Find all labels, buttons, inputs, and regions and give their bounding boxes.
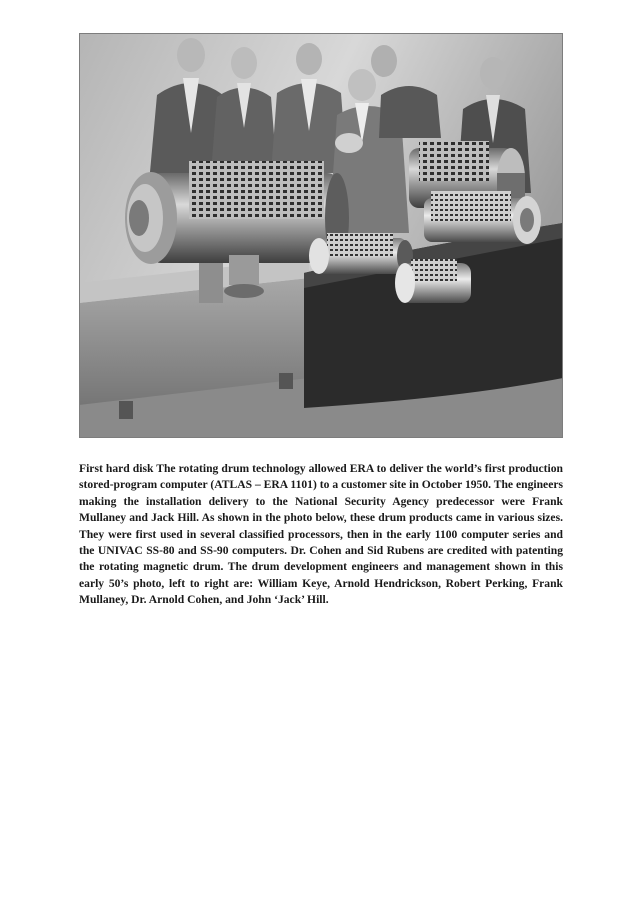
small-drum-center [309, 233, 413, 274]
historical-photo-drum-engineers [79, 33, 563, 438]
photo-caption: First hard disk The rotating drum technology allowed ERA to deliver the world’s first production stored-program computer (ATLAS – ERA 1101) to a customer site in October 1950. The engineers making the installation delivery to the National Security Agency predecessor were Frank Mullaney and Jack Hill. As shown in the photo below, these drum products came in various sizes. They were first used in several classified processors, then in the early 1100 computer series and the UNIVAC SS-80 and SS-90 computers. Dr. Cohen and Sid Rubens are credited with patenting the rotating magnetic drum. The drum development engineers and management shown in this early 50’s photo, left to right are: William Keye, Arnold Hendrickson, Robert Perking, Frank Mullaney, Dr. Arnold Cohen, and John ‘Jack’ Hill. [79, 462, 563, 607]
photo-illustration [79, 33, 563, 438]
small-drum-right [424, 191, 541, 244]
small-drum-front [395, 259, 471, 303]
